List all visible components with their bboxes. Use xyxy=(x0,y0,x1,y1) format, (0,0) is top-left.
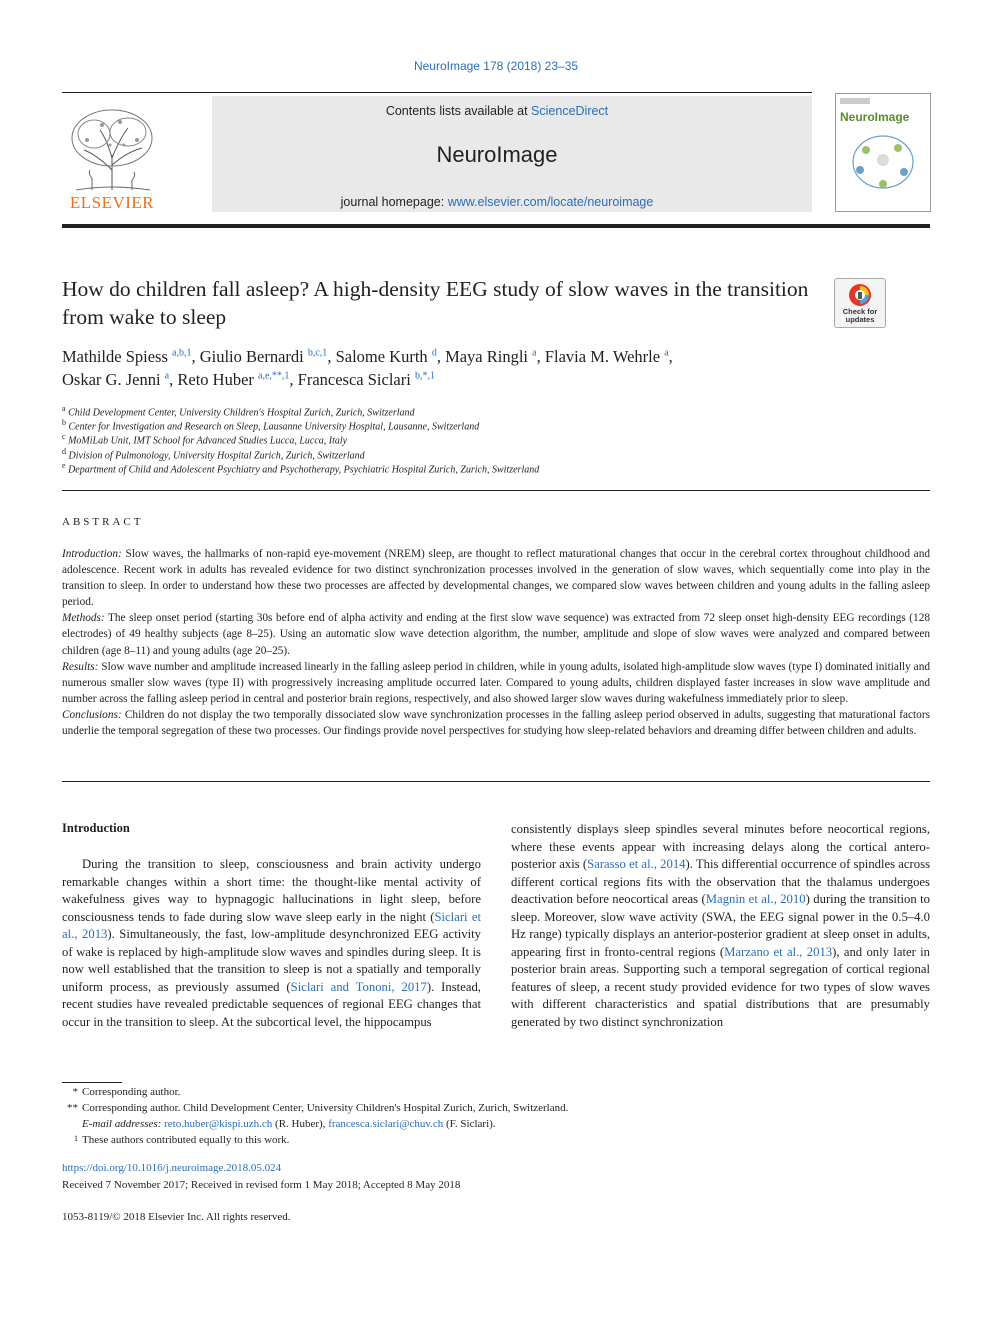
header-rule-thick xyxy=(62,224,930,228)
homepage-line xyxy=(212,195,782,209)
author-separator: , xyxy=(191,347,200,366)
cover-logo-mark xyxy=(840,98,870,104)
footnote-text: These authors contributed equally to this work. xyxy=(82,1134,290,1146)
body-text: ). This differential occurrence of spindles across different cortical regions fits with the observation that the thalamus undergoes deactivation before neocortical areas ( xyxy=(511,857,931,906)
affiliation-text: Center for Investigation and Research on Sleep, Lausanne University Hospital, Lausanne, Switzerland xyxy=(68,421,480,433)
affiliation-text: Division of Pulmonology, University Hospital Zurich, Zurich, Switzerland xyxy=(68,450,365,462)
footnote-corresponding-1 xyxy=(62,1086,180,1098)
affiliation-mark: e xyxy=(62,461,66,470)
author-name[interactable]: Giulio Bernardi xyxy=(199,347,304,366)
author-affiliation-marks[interactable]: d xyxy=(431,347,437,359)
email-link-huber[interactable]: reto.huber@kispi.uzh.ch xyxy=(164,1118,273,1130)
author-separator: , xyxy=(436,347,446,366)
author-affiliation-marks[interactable]: b,*,1 xyxy=(414,370,435,382)
abstract-results xyxy=(62,659,930,707)
author-affiliation-marks[interactable]: a,b,1 xyxy=(172,347,192,359)
email-owner: (R. Huber), xyxy=(272,1118,329,1130)
cover-illustration xyxy=(846,130,920,194)
abstract-label: Introduction: xyxy=(62,548,122,560)
sciencedirect-link[interactable]: ScienceDirect xyxy=(531,104,609,118)
body-text: ), and only later in posterior brain areas. Supporting such a temporal segregation of cortical regional features of sleep, a recent study provided evidence for two types of slow waves with different characteristics and spatial distributions that are presumably generated by two distinct synchronization xyxy=(511,944,930,1029)
author-affiliation-marks[interactable]: a,e,**,1 xyxy=(258,370,290,382)
crossmark-icon xyxy=(848,283,872,307)
author-name[interactable]: Reto Huber xyxy=(177,370,254,389)
received-dates: Received 7 November 2017; Received in revised form 1 May 2018; Accepted 8 May 2018 xyxy=(62,1179,461,1191)
affiliation-b xyxy=(62,418,479,432)
author-name[interactable]: Francesca Siclari xyxy=(297,370,411,389)
affiliation-text: Department of Child and Adolescent Psychiatry and Psychotherapy, Psychiatric Hospital Zurich, Zurich, Switzerland xyxy=(68,464,540,476)
body-text: ). Simultaneously, the fast, low-amplitude desynchronized EEG activity of wake is replaced by high-amplitude slow waves and spindles during sleep. It is now well established that the transition to sleep is not a spatially and temporally uniform process, as previously assumed ( xyxy=(62,927,481,994)
affiliation-e xyxy=(62,461,539,475)
author-separator: , xyxy=(536,347,545,366)
author-list-line-2 xyxy=(62,370,435,390)
header-rule xyxy=(62,92,812,93)
publisher-wordmark: ELSEVIER xyxy=(69,193,155,212)
affiliation-mark: c xyxy=(62,432,66,441)
abstract-text: Slow waves, the hallmarks of non-rapid eye-movement (NREM) sleep, are thought to reflect maturational changes that occur in the cerebral cortex throughout childhood and adolescence. Recent work in adults has revealed evidence for two distinct synchronization processes involved in the generation of slow waves, which sequentially come into play in the transition to sleep. In order to understand how these two processes are affected by developmental changes, we compared slow waves between children and young adults in the falling asleep period. xyxy=(62,548,930,609)
author-separator: , xyxy=(668,347,673,366)
footnote-equal-contribution xyxy=(62,1134,289,1146)
author-name[interactable]: Flavia M. Wehrle xyxy=(544,347,661,366)
abstract-methods xyxy=(62,610,930,658)
affiliation-d xyxy=(62,447,365,461)
abstract-label: Methods: xyxy=(62,612,105,625)
body-text: ) during the transition to sleep. Moreover, slow wave activity (SWA, the EEG signal power in the 0.5–4.0 Hz range) typically displays an anterior-posterior gradient at sleep onset in adults, appearing first in fronto-central regions ( xyxy=(511,892,930,959)
author-name[interactable]: Maya Ringli xyxy=(445,347,529,366)
footnote-text: Corresponding author. xyxy=(82,1086,181,1098)
author-separator: , xyxy=(327,347,336,366)
abstract-body xyxy=(62,546,930,739)
author-affiliation-marks[interactable]: a xyxy=(532,347,537,359)
article-title: How do children fall asleep? A high-density EEG study of slow waves in the transition from wake to sleep xyxy=(62,277,809,329)
homepage-link[interactable]: www.elsevier.com/locate/neuroimage xyxy=(447,195,654,209)
journal-reference-link[interactable]: NeuroImage 178 (2018) 23–35 xyxy=(413,59,579,73)
abstract-text: Slow wave number and amplitude increased linearly in the falling asleep period in children, while in young adults, isolated high-amplitude slow waves (type I) dominated initially and numerous smaller slow waves (type II) with progressively increasing amplitude occurred later. Compared to young adults, children displayed faster increases in slow wave amplitude and number across the falling asleep period in central and posterior brain regions, respectively, and also showed larger slow waves during wakefulness immediately prior to sleep. xyxy=(62,660,930,705)
author-separator: , xyxy=(289,370,298,389)
author-name[interactable]: Oskar G. Jenni xyxy=(62,370,161,389)
body-text: ). Instead, recent studies have revealed predictable sequences of regional EEG changes that occur in the transition to sleep. At the subcortical level, the hippocampus xyxy=(62,979,481,1029)
affiliation-c xyxy=(62,432,347,446)
body-text: consistently displays sleep spindles several minutes before neocortical regions, where these events appear with increasing delays along the cortical antero-posterior axis ( xyxy=(511,822,930,871)
email-label: E-mail addresses: xyxy=(82,1118,162,1130)
section-rule xyxy=(62,781,930,782)
introduction-heading: Introduction xyxy=(62,821,130,835)
body-text: During the transition to sleep, consciousness and brain activity undergo remarkable changes within a short time: the thought-like mental activity of wakefulness gives way to hypnagogic hallucinations in light sleep, before consciousness tends to fade during slow wave sleep early in the night ( xyxy=(62,857,481,924)
footnote-mark: 1 xyxy=(74,1134,78,1143)
author-affiliation-marks[interactable]: b,c,1 xyxy=(307,347,328,359)
affiliation-mark: b xyxy=(62,418,66,427)
affiliation-text: MoMiLab Unit, IMT School for Advanced Studies Lucca, Lucca, Italy xyxy=(68,435,348,447)
contents-prefix: Contents lists available at xyxy=(385,104,532,118)
introduction-column-right xyxy=(511,821,930,1031)
author-separator: , xyxy=(169,370,178,389)
footnote-text: Corresponding author. Child Development Center, University Children's Hospital Zurich, Zurich, Switzerland. xyxy=(82,1102,569,1114)
author-list-line-1 xyxy=(62,347,673,367)
footnote-rule xyxy=(62,1082,122,1083)
introduction-column-left xyxy=(62,856,481,1031)
footnote-mark: ** xyxy=(67,1102,78,1114)
abstract-text: Children do not display the two temporally dissociated slow wave synchronization processes in the falling asleep period observed in adults, suggesting that maturational factors underlie the temporal segregation of these two processes. Our findings provide novel perspectives for studying how sleep-related behaviors and dreaming differ between children and adults. xyxy=(62,708,930,738)
journal-cover[interactable] xyxy=(835,93,931,212)
abstract-text: The sleep onset period (starting 30s before end of alpha activity and ending at the first slow wave sequence) was extracted from 72 sleep onset high-density EEG recordings (128 electrodes) of 49 healthy subjects (age 8–25). Using an automatic slow wave detection algorithm, the number, amplitude and slope of slow waves were analyzed and compared between children (age 8–11) and young adults (age 20–25). xyxy=(62,612,930,657)
citation-link[interactable]: Siclari and Tononi, 2017 xyxy=(290,979,427,994)
citation-link[interactable]: Marzano et al., 2013 xyxy=(724,944,833,959)
author-affiliation-marks[interactable]: a xyxy=(664,347,669,359)
citation-link[interactable]: Siclari et al., 2013 xyxy=(62,909,481,941)
abstract-label: Conclusions: xyxy=(62,708,122,721)
journal-name: NeuroImage xyxy=(436,142,558,167)
check-for-updates-label: Check for updates xyxy=(842,307,878,324)
citation-link[interactable]: Sarasso et al., 2014 xyxy=(587,857,686,871)
section-rule xyxy=(62,490,930,491)
affiliation-mark: a xyxy=(62,404,66,413)
author-name[interactable]: Mathilde Spiess xyxy=(62,347,168,366)
cover-title: NeuroImage xyxy=(840,110,910,124)
citation-link[interactable]: Magnin et al., 2010 xyxy=(705,892,806,906)
abstract-heading: ABSTRACT xyxy=(62,516,144,528)
footnote-mark: * xyxy=(72,1086,78,1098)
contents-line xyxy=(212,104,782,118)
abstract-introduction xyxy=(62,546,930,610)
footnote-emails xyxy=(62,1118,496,1130)
affiliation-text: Child Development Center, University Children's Hospital Zurich, Zurich, Switzerland xyxy=(68,407,415,419)
email-owner: (F. Siclari). xyxy=(443,1118,496,1130)
author-affiliation-marks[interactable]: a xyxy=(164,370,170,382)
email-link-siclari[interactable]: francesca.siclari@chuv.ch xyxy=(328,1118,444,1130)
copyright: 1053-8119/© 2018 Elsevier Inc. All rights reserved. xyxy=(62,1211,291,1223)
affiliation-mark: d xyxy=(62,447,66,456)
abstract-label: Results: xyxy=(62,660,99,673)
homepage-prefix: journal homepage: xyxy=(340,195,448,209)
abstract-conclusions xyxy=(62,707,930,739)
footnote-corresponding-2 xyxy=(62,1102,568,1114)
affiliation-a xyxy=(62,404,415,418)
doi-link[interactable]: https://doi.org/10.1016/j.neuroimage.2018.05.024 xyxy=(62,1162,282,1174)
check-for-updates-badge[interactable] xyxy=(834,278,886,328)
author-name[interactable]: Salome Kurth xyxy=(335,347,428,366)
